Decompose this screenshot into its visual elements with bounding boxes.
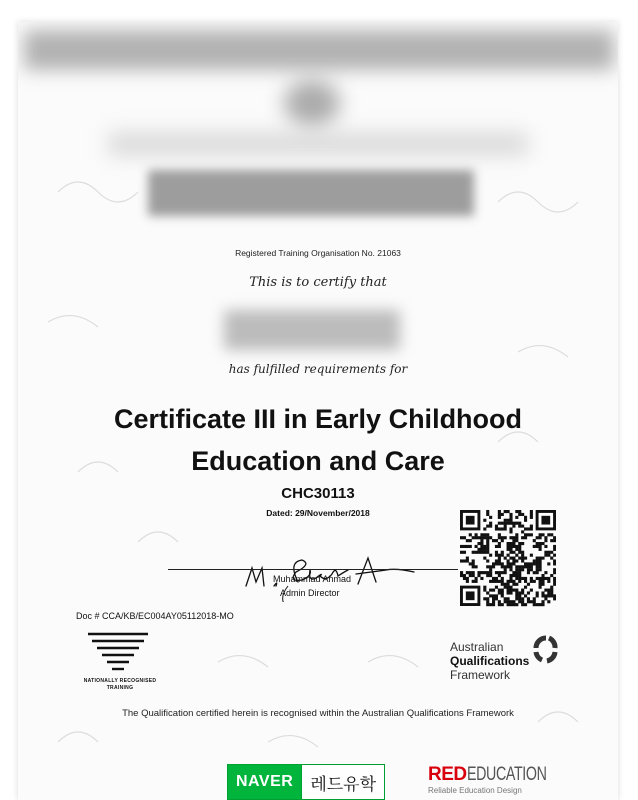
nrt-caption — [64, 678, 176, 692]
qualification-title-line1: Certificate III in Early Childhood — [113, 404, 523, 434]
signature-line — [168, 569, 458, 570]
qualification-title — [18, 398, 618, 482]
nrt-line1: NATIONALLY RECOGNISED — [83, 678, 157, 684]
aqf-wordmark — [450, 640, 529, 682]
naver-watermark-banner — [227, 764, 385, 800]
nrt-line2: TRAINING — [106, 685, 134, 691]
redacted-institution-header — [24, 30, 614, 70]
red-education-logo — [428, 764, 573, 795]
issue-date: Dated: 29/November/2018 — [266, 508, 370, 518]
rto-number: Registered Training Organisation No. 21063 — [235, 248, 401, 258]
aqf-icon — [530, 632, 560, 666]
aqf-line1: Australian — [450, 640, 504, 654]
red-education-tagline: Reliable Education Design — [428, 786, 522, 795]
naver-logo: NAVER — [227, 764, 302, 800]
certificate-page — [18, 22, 618, 800]
certify-phrase: This is to certify that — [249, 275, 387, 290]
course-code: CHC30113 — [281, 485, 355, 502]
korean-brand-label: 레드유학 — [302, 764, 385, 800]
signer-role: Admin Director — [280, 588, 340, 598]
nationally-recognised-training-logo — [84, 628, 152, 678]
redacted-seal — [284, 80, 340, 126]
aqf-statement: The Qualification certified herein is recognised within the Australian Qualifications Framework — [122, 708, 514, 719]
document-number: Doc # CCA/KB/EC004AY05112018-MO — [76, 611, 234, 621]
redacted-organisation-name — [148, 170, 474, 216]
signer-name: Muhammad Ahmad — [273, 574, 352, 584]
redacted-subheader — [108, 132, 528, 156]
education-word: EDUCATION — [466, 764, 547, 785]
verification-qr-code — [460, 510, 556, 610]
redacted-recipient-name — [224, 310, 400, 350]
aqf-line2: Qualifications — [450, 654, 530, 668]
qualification-title-line2: Education and Care — [191, 446, 445, 476]
fulfilled-phrase: has fulfilled requirements for — [228, 362, 408, 376]
aqf-line3: Framework — [450, 668, 511, 682]
red-word: RED — [428, 764, 467, 785]
